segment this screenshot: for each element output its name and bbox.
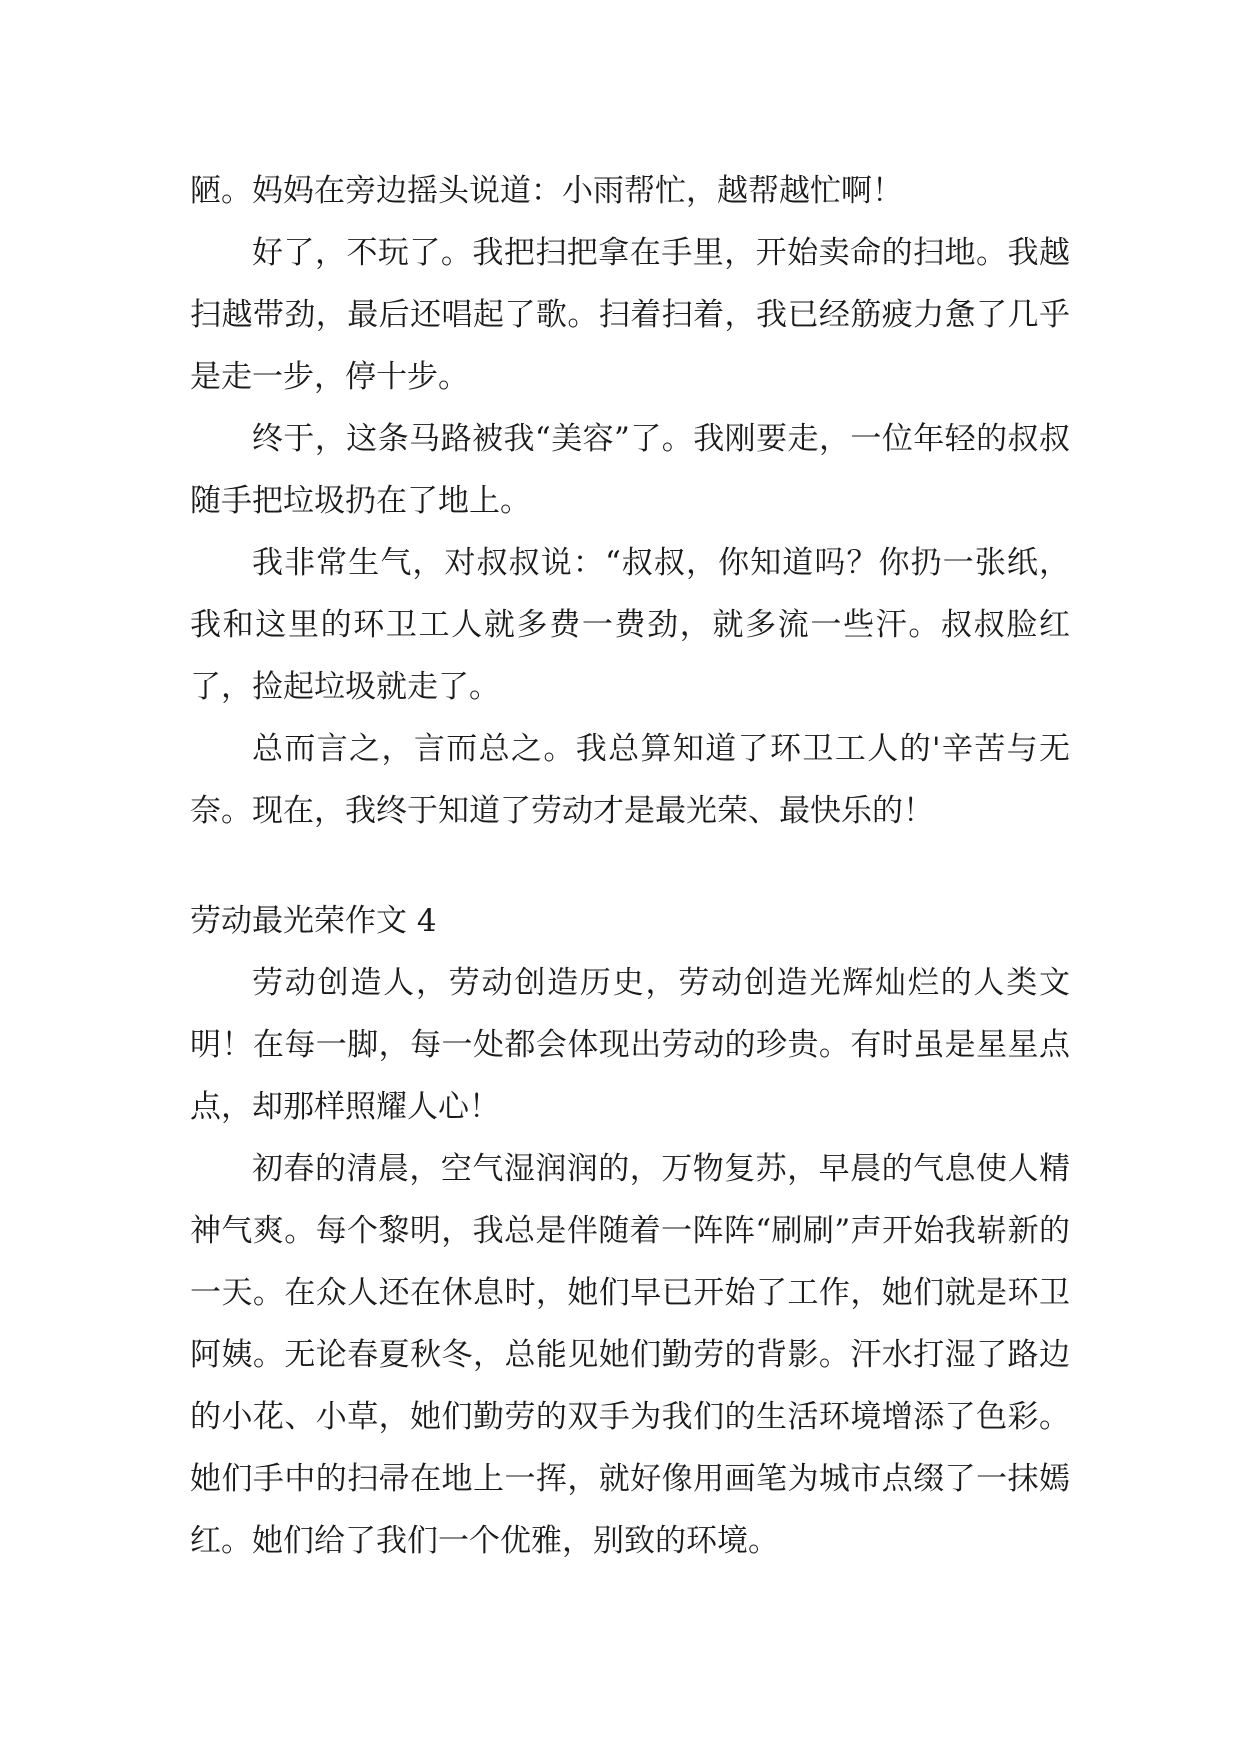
paragraph: 初春的清晨，空气湿润润的，万物复苏，早晨的气息使人精神气爽。每个黎明，我总是伴随着一阵阵“刷刷”声开始我崭新的一天。在众人还在休息时，她们早已开始了工作，她们就是环卫阿姨。无论春夏秋冬，总能见她们勤劳的背影。汗水打湿了路边的小花、小草，她们勤劳的双手为我们的生活环境增添了色彩。她们手中的扫帚在地上一挥，就好像用画笔为城市点缀了一抹嫣红。她们给了我们一个优雅，别致的环境。 bbox=[190, 1151, 1070, 1559]
paragraph-continuation: 陋。妈妈在旁边摇头说道：小雨帮忙，越帮越忙啊！ bbox=[190, 173, 903, 209]
section-heading: 劳动最光荣作文 4 bbox=[190, 903, 437, 939]
paragraph: 我非常生气，对叔叔说：“叔叔，你知道吗？你扔一张纸，我和这里的环卫工人就多费一费劲，就多流一些汗。叔叔脸红了，捡起垃圾就走了。 bbox=[190, 545, 1070, 705]
paragraph: 好了，不玩了。我把扫把拿在手里，开始卖命的扫地。我越扫越带劲，最后还唱起了歌。扫着扫着，我已经筋疲力惫了几乎是走一步，停十步。 bbox=[190, 235, 1070, 395]
paragraph: 总而言之，言而总之。我总算知道了环卫工人的'辛苦与无奈。现在，我终于知道了劳动才是最光荣、最快乐的！ bbox=[190, 731, 1070, 829]
section-spacer bbox=[190, 842, 1070, 890]
paragraph: 劳动创造人，劳动创造历史，劳动创造光辉灿烂的人类文明！在每一脚，每一处都会体现出劳动的珍贵。有时虽是星星点点，却那样照耀人心！ bbox=[190, 965, 1070, 1125]
paragraph: 终于，这条马路被我“美容”了。我刚要走，一位年轻的叔叔随手把垃圾扔在了地上。 bbox=[190, 421, 1070, 519]
document-body bbox=[190, 160, 1070, 1572]
